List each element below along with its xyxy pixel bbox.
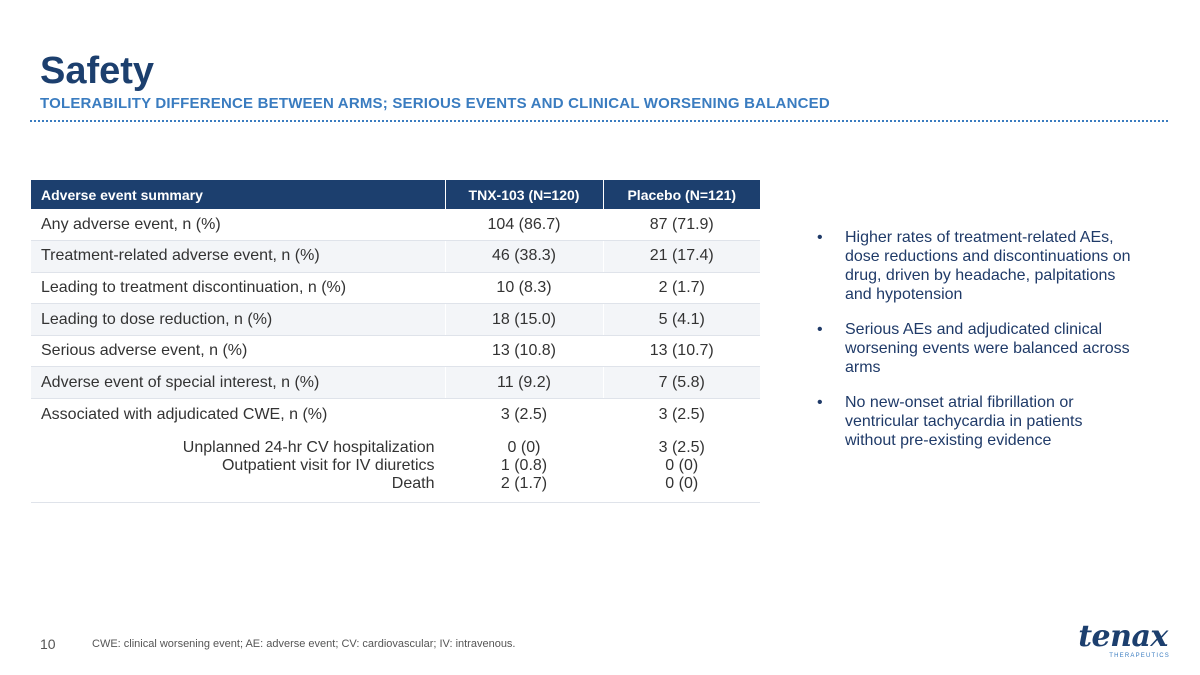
table-row	[31, 304, 760, 336]
bullet-marker: •	[817, 229, 823, 246]
key-findings-list	[817, 228, 1137, 466]
bullet-marker: •	[817, 321, 823, 338]
row-label: Treatment-related adverse event, n (%)	[31, 241, 445, 273]
tnx-value: 11 (9.2)	[445, 367, 603, 399]
placebo-value: 21 (17.4)	[603, 241, 760, 273]
bullet-text: Higher rates of treatment-related AEs, dose reductions and discontinuations on drug, driven by headache, palpitations and hypotension	[845, 229, 1131, 303]
tnx-value: 104 (86.7)	[445, 209, 603, 241]
subrow-tnx-value: 2 (1.7)	[500, 474, 548, 492]
company-logo	[1076, 619, 1170, 659]
column-header-summary: Adverse event summary	[31, 180, 445, 209]
column-header-placebo: Placebo (N=121)	[603, 180, 760, 209]
list-item	[817, 393, 1137, 450]
placebo-value: 87 (71.9)	[603, 209, 760, 241]
slide-subtitle: TOLERABILITY DIFFERENCE BETWEEN ARMS; SERIOUS EVENTS AND CLINICAL WORSENING BALANCED	[40, 95, 830, 112]
table-row	[31, 335, 760, 367]
row-label: Any adverse event, n (%)	[31, 209, 445, 241]
placebo-value: 7 (5.8)	[603, 367, 760, 399]
row-label: Adverse event of special interest, n (%)	[31, 367, 445, 399]
subrow-tnx-value: 1 (0.8)	[500, 456, 548, 474]
dotted-divider	[30, 120, 1168, 122]
table-row	[31, 209, 760, 241]
tnx-value: 13 (10.8)	[445, 335, 603, 367]
placebo-value: 3 (2.5)	[603, 399, 760, 431]
table-row	[31, 367, 760, 399]
table-header-row	[31, 180, 760, 209]
subrow-label: Outpatient visit for IV diuretics	[221, 456, 435, 474]
subrow-label: Unplanned 24-hr CV hospitalization	[182, 438, 435, 456]
placebo-value: 2 (1.7)	[603, 272, 760, 304]
cwe-breakdown-placebo	[603, 430, 760, 502]
row-label: Associated with adjudicated CWE, n (%)	[41, 405, 328, 423]
cwe-breakdown-labels	[31, 430, 445, 502]
subrow-placebo-value: 3 (2.5)	[658, 438, 705, 456]
table-row	[31, 399, 760, 431]
placebo-value: 5 (4.1)	[603, 304, 760, 336]
list-item	[817, 320, 1137, 377]
tnx-value: 10 (8.3)	[445, 272, 603, 304]
tnx-value: 46 (38.3)	[445, 241, 603, 273]
bullet-marker: •	[817, 394, 823, 411]
page-number: 10	[40, 636, 56, 652]
bullet-text: No new-onset atrial fibrillation or ventricular tachycardia in patients without pre-existing evidence	[845, 394, 1083, 449]
row-label: Leading to treatment discontinuation, n (%)	[31, 272, 445, 304]
list-item	[817, 228, 1137, 304]
placebo-value: 13 (10.7)	[603, 335, 760, 367]
row-label: Serious adverse event, n (%)	[31, 335, 445, 367]
adverse-event-table	[31, 180, 760, 503]
tnx-value: 3 (2.5)	[445, 399, 603, 431]
abbreviations-footnote: CWE: clinical worsening event; AE: adverse event; CV: cardiovascular; IV: intravenous.	[92, 638, 516, 650]
logo-tagline: THERAPEUTICS	[1109, 653, 1170, 659]
cwe-breakdown-tnx	[445, 430, 603, 502]
table-row	[31, 272, 760, 304]
column-header-tnx: TNX-103 (N=120)	[445, 180, 603, 209]
cwe-breakdown-row	[31, 430, 760, 502]
bullet-text: Serious AEs and adjudicated clinical worsening events were balanced across arms	[845, 321, 1130, 376]
table-row	[31, 241, 760, 273]
subrow-tnx-value: 0 (0)	[507, 438, 541, 456]
slide-title: Safety	[40, 50, 155, 92]
logo-wordmark: tenax	[1078, 619, 1168, 654]
subrow-label: Death	[391, 474, 435, 492]
tnx-value: 18 (15.0)	[445, 304, 603, 336]
subrow-placebo-value: 0 (0)	[665, 474, 699, 492]
row-label: Leading to dose reduction, n (%)	[31, 304, 445, 336]
subrow-placebo-value: 0 (0)	[665, 456, 699, 474]
